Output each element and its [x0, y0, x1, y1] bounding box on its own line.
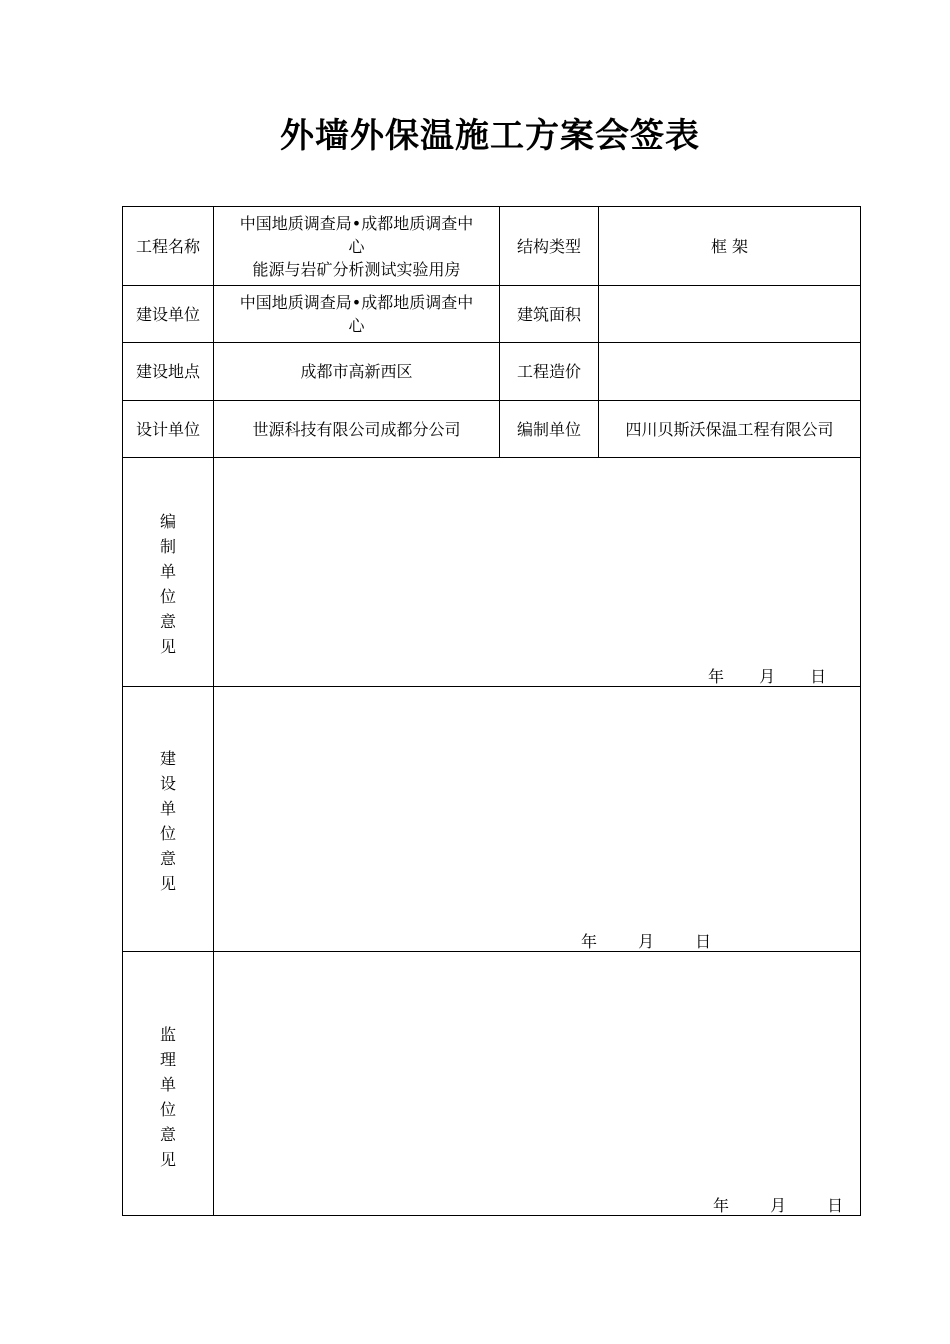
designer-label: 设计单位 — [135, 419, 200, 439]
compiler-opinion-label — [123, 509, 213, 659]
label-char: 位 — [159, 1100, 176, 1119]
label-char: 位 — [159, 587, 176, 606]
label-char: 位 — [159, 824, 176, 843]
label-char: 监 — [159, 1025, 176, 1044]
supervisor-opinion-label — [123, 1022, 213, 1172]
label-char: 理 — [159, 1050, 176, 1069]
location-label: 建设地点 — [135, 362, 200, 381]
label-char: 见 — [159, 874, 176, 893]
client-label: 建设单位 — [135, 304, 200, 324]
client-opinion-date: 年 月 日 — [581, 932, 712, 951]
label-char: 单 — [159, 799, 176, 818]
structure-type-label: 结构类型 — [516, 236, 581, 256]
cost-label: 工程造价 — [516, 362, 581, 381]
compiler-opinion-date: 年 月 日 — [708, 667, 827, 686]
client-line-2: 心 — [348, 316, 365, 335]
area-label: 建筑面积 — [516, 304, 581, 324]
location-value: 成都市高新西区 — [300, 362, 413, 381]
label-char: 制 — [159, 537, 176, 556]
compiler-label: 编制单位 — [516, 419, 581, 439]
label-char: 意 — [159, 1125, 176, 1144]
label-char: 建 — [159, 749, 176, 768]
label-char: 单 — [159, 1075, 176, 1094]
label-char: 设 — [159, 774, 176, 793]
project-name-label: 工程名称 — [135, 236, 200, 256]
supervisor-opinion-date: 年 月 日 — [713, 1196, 844, 1215]
label-char: 编 — [159, 512, 176, 531]
cost-value — [599, 343, 860, 400]
label-char: 意 — [159, 849, 176, 868]
project-name-line-2: 心 — [348, 236, 365, 256]
project-name-line-1: 中国地质调查局•成都地质调查中 — [239, 213, 474, 233]
project-name-value — [214, 207, 499, 285]
label-char: 见 — [159, 1150, 176, 1169]
structure-type-value: 框 架 — [710, 236, 749, 256]
client-value — [214, 286, 499, 342]
compiler-value: 四川贝斯沃保温工程有限公司 — [625, 419, 834, 439]
label-char: 意 — [159, 612, 176, 631]
client-opinion-label — [123, 746, 213, 896]
label-char: 见 — [159, 637, 176, 656]
page-title: 外墙外保温施工方案会签表 — [280, 116, 700, 156]
label-char: 单 — [159, 562, 176, 581]
area-value — [599, 286, 860, 342]
project-name-line-3: 能源与岩矿分析测试实验用房 — [252, 259, 461, 279]
client-line-1: 中国地质调查局•成都地质调查中 — [239, 293, 474, 312]
designer-value: 世源科技有限公司成都分公司 — [252, 419, 461, 439]
